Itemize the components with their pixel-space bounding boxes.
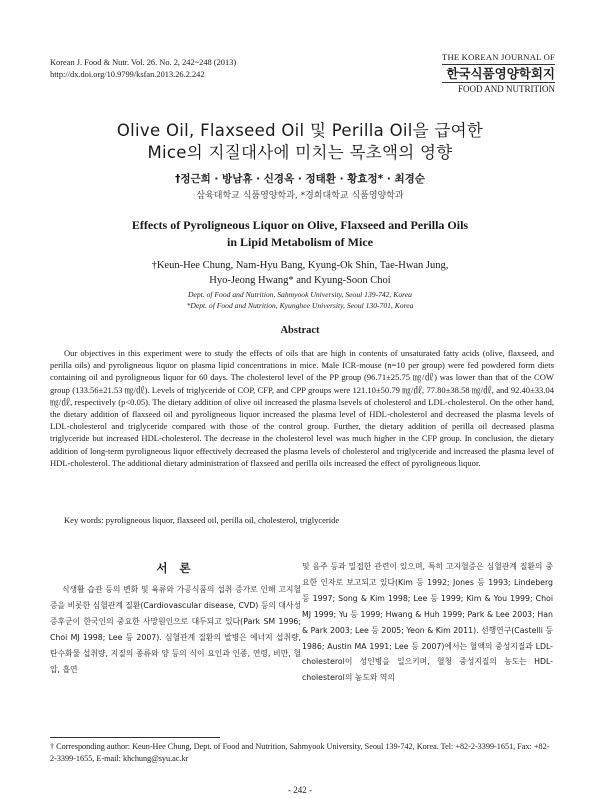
journal-brand-ko: 한국식품영양학회지 [446, 66, 555, 81]
journal-citation [50, 57, 236, 81]
journal-ref-line: Korean J. Food & Nutr. Vol. 26. No. 2, 242~248 (2013) [50, 58, 237, 67]
english-authors-line2: Hyo-Jeong Hwang* and Kyung-Soon Choi [209, 275, 391, 286]
corresponding-author-footnote: † Corresponding author: Keun-Hee Chung, Dept. of Food and Nutrition, Sahmyook University, Seoul 139-742, Korea. Tel: +82-2-3399-1651, Fax: +82-2-3399-1655, E-mail: khchung@syu.ac.kr [50, 742, 550, 763]
korean-title-line2: Mice의 지질대사에 미치는 목초액의 영향 [147, 143, 453, 162]
intro-left-text: 식생활 습관 등의 변화 및 육류와 가공식품의 섭취 증가로 인해 고지혈증을 비롯한 심혈관계 질환(Cardiovascular disease, CVD) 등의 대사성 증후군이 한국인의 중요한 사망원인으로 대두되고 있다(Park SM 1996; Choi MJ 1998; Lee 등 2007). 심혈관계 질환의 발병은 에너지 섭취량, 탄수화물 섭취량, 지질의 종류와 양 등의 식이 요인과 인종, 연령, 비만, 혈압, 흡연 [50, 585, 301, 674]
doi-link[interactable]: http://dx.doi.org/10.9799/ksfan.2013.26.2.242 [50, 70, 205, 79]
journal-brand-en: THE KOREAN JOURNAL OF [442, 52, 555, 62]
abstract-heading: Abstract [280, 325, 320, 336]
intro-right-text: 및 음주 등과 밀접한 관련이 있으며, 특히 고지혈증은 심혈관계 질환의 중요한 인자로 보고되고 있다(Kim 등 1992; Jones 등 1993; Lindeberg 등 1997; Song & Kim 1998; Lee 등 1999; Kim & You 1999; Choi MJ 1999; Yu 등 1999; Hwang & Huh 1999; Park & Lee 2003; Han & Park 2003; Lee 등 2005; Yeon & Kim 2011). 선행연구(Castelli 등 1986; Austin MA 1991; Lee 등 2007)에서는 혈액의 중성지질과 LDL-cholesterol이 성인병을 일으키며, 혈청 중성지질의 농도는 HDL-cholesterol의 농도와 역의 [302, 562, 553, 683]
english-affiliation-line2: *Dept. of Food and Nutrition, Kyunghee University, Seoul 130-701, Korea [186, 301, 414, 310]
korean-title [0, 120, 600, 164]
intro-left-column [50, 582, 301, 677]
page-number: - 242 - [288, 785, 312, 795]
abstract-text: Our objectives in this experiment were to study the effects of oils that are high in contents of unsaturated fatty acids (olive, flaxseed, and perilla oils) and pyroligneous liquor on plasma lipid concentrations in mice. Male ICR-mouse (n=10 per group) were fed powdered form diets containing oil and pyroligneous liquor for 60 days. The cholesterol level of the PP group (96.71±25.75 ㎎/㎗) was lower than that of the COW group (133.56±21.53 ㎎/㎗). Levels of triglyceride of COP, CFP, and CPP groups were 121.10±50.79 ㎎/㎗, 77.80±38.58 ㎎/㎗, and 92.40±33.04 ㎎/㎗, respectively (p<0.05). The dietary addition of olive oil increased the plasma lsevels of cholesterol and LDL-cholesterol. On the other hand, the dietary addition of flaxseed oil and pyroligneous liquor increased the plasma level of HDL-cholesterol and decreased the plasma levels of LDL-cholesterol and triglyceride compared with those of the control group. Further, the dietary addition of perilla oil decreased plasma triglyceride but increased HDL-cholesterol. The decrease in the cholesterol level was much higher in the CFP group. In conclusion, the dietary addition of long-term pyroligneous liquor effectively decreased the plasma levels of cholesterol and triglyceride and increased the plasma level of HDL-cholesterol. The additional dietary administration of flaxseed and perilla oils increased the effect of pyroligneous liquor. [50, 348, 554, 468]
english-title-line1: Effects of Pyroligneous Liquor on Olive, Flaxseed and Perilla Oils [131, 218, 469, 232]
english-title-line2: in Lipid Metabolism of Mice [227, 235, 373, 249]
english-affiliation [0, 289, 600, 311]
abstract-body [50, 347, 554, 469]
section-heading-introduction: 서 론 [156, 561, 195, 575]
keywords: Key words: pyroligneous liquor, flaxseed oil, perilla oil, cholesterol, triglyceride [64, 515, 340, 525]
english-authors [0, 258, 600, 288]
brand-rule [442, 64, 555, 65]
english-title [0, 217, 600, 251]
brand-rule [442, 82, 555, 83]
footnote-divider [50, 737, 220, 738]
korean-affiliation: 삼육대학교 식품영양학과, *경희대학교 식품영양학과 [196, 191, 404, 201]
korean-authors: †정근희 · 방남휴 · 신경옥 · 정태환 · 황효정* · 최경순 [175, 173, 425, 185]
intro-right-column [302, 559, 553, 686]
korean-title-line1: Olive Oil, Flaxseed Oil 및 Perilla Oil을 급여한 [116, 121, 484, 140]
english-affiliation-line1: Dept. of Food and Nutrition, Sahmyook University, Seoul 139-742, Korea [188, 290, 412, 299]
journal-brand-en2: FOOD AND NUTRITION [458, 84, 555, 94]
journal-brand [442, 52, 555, 95]
english-authors-line1: †Keun-Hee Chung, Nam-Hyu Bang, Kyung-Ok Shin, Tae-Hwan Jung, [151, 260, 449, 271]
